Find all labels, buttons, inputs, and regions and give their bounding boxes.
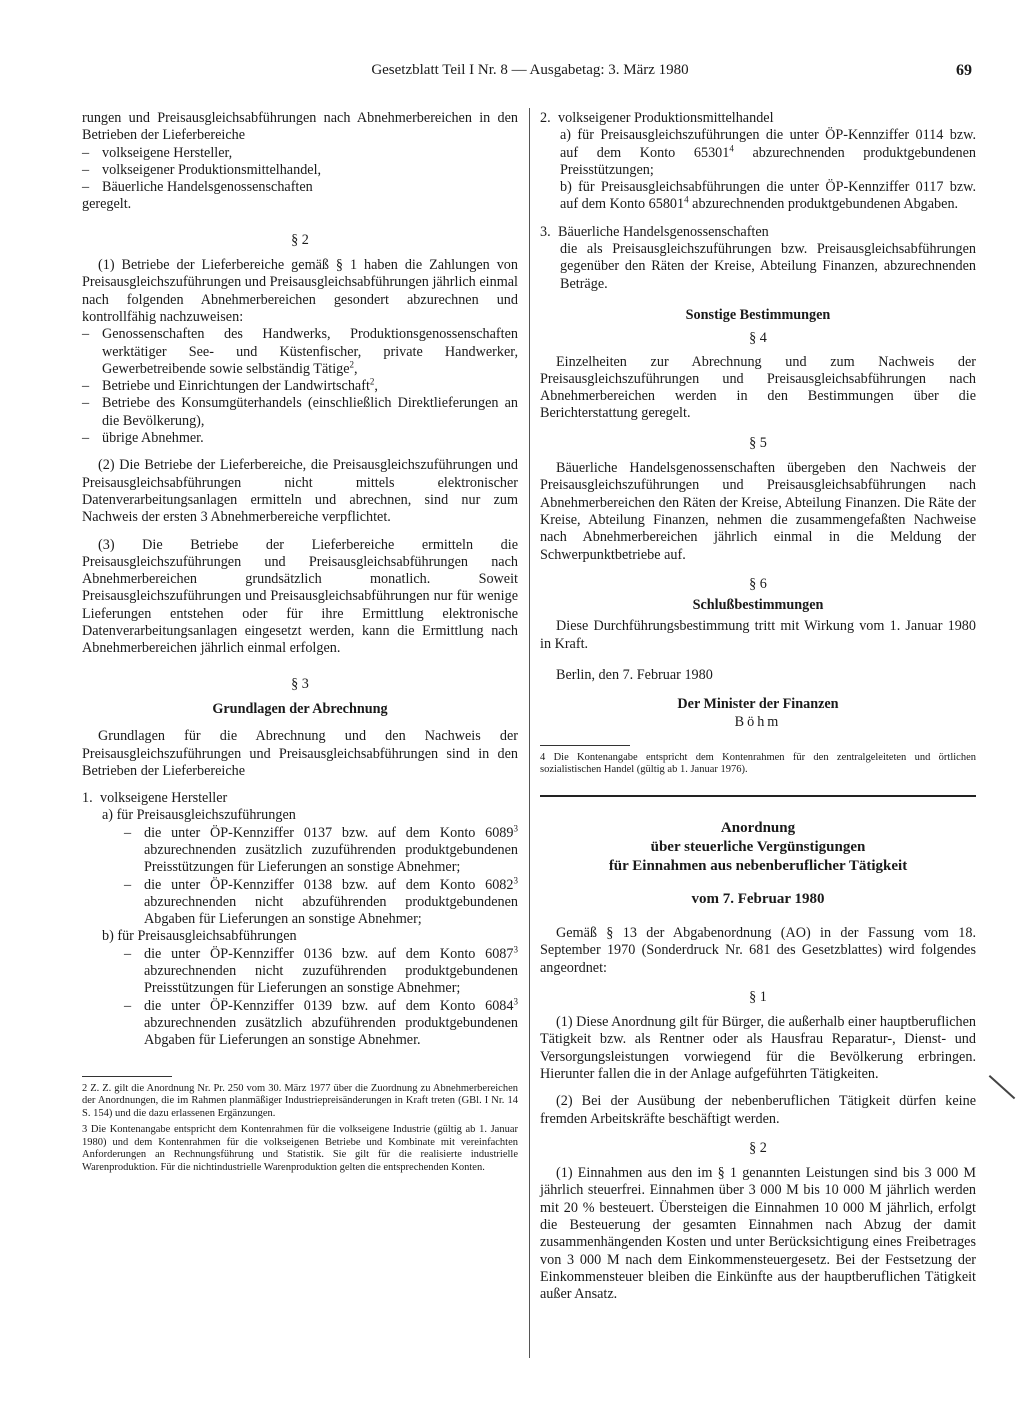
section-heading: § 2 (749, 1139, 767, 1156)
paragraph: Einzelheiten zur Abrechnung und zum Nachweis der Preisausgleichszuführungen und Preisausgleichsabführungen nach Abnehmerbereichen werden in den Bestimmungen über die Berichterstattung geregelt. (540, 353, 976, 422)
sub-item: – die unter ÖP-Kennziffer 0139 bzw. auf dem Konto 6084$^3$ abzurechnenden zusätzlich abzuführenden produktgebundenen Abgaben für Lieferungen an sonstige Abnehmer. (124, 995, 518, 1049)
sub-item: a) für Preisausgleichszuführungen die unter ÖP-Kennziffer 0114 bzw. auf dem Konto 65301$^4$ abzurechnenden produktgebundenen Preisstützungen; (560, 127, 976, 178)
sub-item: b) für Preisausgleichsabführungen die unter ÖP-Kennziffer 0117 bzw. auf dem Konto 65801$^4$ abzurechnenden produktgebundenen Abgaben. (560, 179, 976, 213)
paragraph: (3) Die Betriebe der Lieferbereiche ermitteln die Preisausgleichszuführungen und Preisausgleichsabführungen nach Abnehmerbereichen grundsätzlich monatlich. Soweit Preisausgleichszuführungen und Preisausgleichsabführungen nur für wenige Lieferungen entstehen oder für ihre Ermittlung elektronische Datenverarbeitungsanlagen eingesetzt werden, kann die Ermittlung nach Abnehmerbereichen jährlich einmal erfolgen. (82, 536, 518, 657)
paragraph: (2) Die Betriebe der Lieferbereiche, die Preisausgleichszuführungen und Preisausgleichsabführungen nicht mittels elektronischer Datenverarbeitungsanlagen ermitteln und abrechnen, sind nur zum Nachweis der ersten 3 Abnehmerbereiche verpflichtet. (82, 457, 518, 526)
intro-item: – volkseigene Hersteller, (82, 144, 233, 161)
paragraph: Gemäß § 13 der Abgabenordnung (AO) in der Fassung vom 18. September 1970 (Sonderdruck Nr. 681 des Gesetzblattes) wird folgendes angeordnet: (540, 924, 976, 976)
section-heading: § 3 (291, 675, 309, 692)
section-title: Grundlagen der Abrechnung (212, 700, 388, 717)
numbered-item: 3. Bäuerliche Handelsgenossenschaften (540, 223, 769, 240)
footnote: 4 Die Kontenangabe entspricht dem Kontenrahmen für den zentralgeleiteten und örtlichen sozialistischen Handel (gültig ab 1. Januar 1976). (540, 751, 976, 776)
right-column (540, 110, 976, 1304)
intro-item: – Bäuerliche Handelsgenossenschaften (82, 179, 313, 196)
decree-title: für Einnahmen aus nebenberuflicher Tätigkeit (608, 857, 908, 874)
decree-title: Anordnung (720, 819, 796, 836)
list-item: – übrige Abnehmer. (82, 430, 204, 447)
section-heading: § 6 (749, 575, 767, 592)
sub-text: die als Preisausgleichszuführungen bzw. Preisausgleichsabführungen gegenüber den Räten der Kreise, Abteilung Finanzen, abzurechnenden Beträge. (560, 241, 976, 292)
list-item: – Betriebe und Einrichtungen der Landwirtschaft$^2$, (82, 376, 378, 395)
paragraph: (1) Betriebe der Lieferbereiche gemäß § 1 haben die Zahlungen von Preisausgleichszuführungen und Preisausgleichsabführungen jährlich einmal nach folgenden Abnehmerbereichen gesondert abzurechnen und kontrollfähig nachzuweisen: (82, 257, 518, 325)
sub-label: a) für Preisausgleichszuführungen (102, 807, 296, 824)
page-number: 69 (956, 62, 972, 79)
place-date: Berlin, den 7. Februar 1980 (556, 667, 713, 684)
intro-end: geregelt. (82, 196, 132, 213)
paragraph: Bäuerliche Handelsgenossenschaften übergeben den Nachweis der Preisausgleichszuführungen und Preisausgleichsabführungen nach Abnehmerbereichen den Räten der Kreise, Abteilung Finanzen. Die Räte der Kreise, Abteilung Finanzen, nehmen die zusammengefaßten Nachweise nach Abnehmerbereichen jährlich einmal in die Meldung der Schwerpunktbetriebe auf. (540, 460, 976, 563)
paragraph: (1) Einnahmen aus den im § 1 genannten Leistungen sind bis 3 000 M jährlich steuerfrei. Einnahmen über 3 000 M bis 10 000 M jährlich werden mit 20 % besteuert. Übersteigen die Einnahmen 10 000 M jährlich, erfolgt die Besteuerung der gesamten Einnahmen nach Abzug der damit zusammenhängenden Kosten und unter Berücksichtigung eines Freibetrages von 3 000 M nach dem Einkommensteuergesetz. Bei der Festsetzung der Einkommensteuer bleiben die Einkünfte aus der hauptberuflichen Tätigkeit außer Ansatz. (540, 1165, 976, 1303)
list-item: – Betriebe des Konsumgüterhandels (einschließlich Direktlieferungen an die Bevölkerung), (82, 395, 518, 429)
running-header: Gesetzblatt Teil I Nr. 8 — Ausgabetag: 3. März 1980 (371, 62, 689, 78)
section-heading: § 2 (291, 231, 309, 248)
column-divider (529, 108, 530, 1358)
sub-item: – die unter ÖP-Kennziffer 0136 bzw. auf dem Konto 6087$^3$ abzurechnenden nicht zuzuführenden produktgebundenen Preisstützungen für Lieferungen an sonstige Abnehmer; (124, 944, 518, 997)
sub-item: – die unter ÖP-Kennziffer 0138 bzw. auf dem Konto 6082$^3$ abzurechnenden nicht abzuführenden produktgebundenen Abgaben für Lieferungen an sonstige Abnehmer; (124, 874, 518, 928)
left-column (82, 110, 518, 1174)
signature-title: Der Minister der Finanzen (677, 696, 839, 713)
paragraph: Grundlagen für die Abrechnung und den Nachweis der Preisausgleichszuführungen und Preisausgleichsabführungen sind in den Betrieben der Lieferbereiche (82, 728, 518, 779)
margin-mark (989, 1075, 1016, 1099)
section-heading: § 4 (749, 330, 767, 347)
section-separator (540, 795, 976, 797)
paragraph: (1) Diese Anordnung gilt für Bürger, die außerhalb einer hauptberuflichen Tätigkeit bzw. als Rentner oder als Hausfrau Reparatur-, Dienst- und Versorgungsleistungen vorwiegend für die Bevölkerung erbringen. Hierunter fallen die in der Anlage aufgeführten Tätigkeiten. (540, 1014, 976, 1082)
decree-title: über steuerliche Vergünstigungen (650, 838, 866, 855)
paragraph: Diese Durchführungsbestimmung tritt mit Wirkung vom 1. Januar 1980 in Kraft. (540, 618, 976, 652)
sub-item: – die unter ÖP-Kennziffer 0137 bzw. auf dem Konto 6089$^3$ abzurechnenden zusätzlich zuzuführenden produktgebundenen Preisstützungen für Lieferungen an sonstige Abnehmer; (124, 822, 518, 876)
list-item: – Genossenschaften des Handwerks, Produktionsgenossenschaften werktätiger See- und Küstenfischer, private Handwerker, Gewerbetreibende sowie selbständig Tätige$^2$, (82, 326, 518, 377)
decree-date: vom 7. Februar 1980 (691, 890, 825, 907)
footnote-rule (82, 1076, 172, 1077)
footnote: 3 Die Kontenangabe entspricht dem Kontenrahmen für die volkseigene Industrie (gültig ab 1. Januar 1980) und dem Kontenrahmen für die volkseigenen Betriebe und Kombinate mit vereinfachten Anforderungen an Rechnungsführung und Statistik. Sie gilt für die realisierte industrielle Warenproduktion. Für die nichtindustrielle Warenproduktion gelten die entsprechenden Konten. (82, 1124, 518, 1173)
footnote: 2 Z. Z. gilt die Anordnung Nr. Pr. 250 vom 30. März 1977 über die Zuordnung zu Abnehmerbereichen der Anordnungen, die im Rahmen planmäßiger Industriepreisänderungen in Kraft treten (GBl. I Nr. 14 S. 154) und die dazu erlassenen Ergänzungen. (82, 1082, 518, 1119)
footnote-rule (540, 745, 630, 746)
signature-name: Böhm (734, 713, 782, 730)
intro-text: rungen und Preisausgleichsabführungen nach Abnehmerbereichen in den Betrieben der Lieferbereiche (82, 110, 518, 144)
section-title: Sonstige Bestimmungen (685, 306, 831, 323)
numbered-item: 2. volkseigener Produktionsmittelhandel (540, 110, 774, 126)
numbered-item: 1. volkseigene Hersteller (82, 790, 228, 807)
section-title: Schlußbestimmungen (692, 597, 824, 614)
paragraph: (2) Bei der Ausübung der nebenberuflichen Tätigkeit dürfen keine fremden Arbeitskräfte beschäftigt werden. (540, 1093, 976, 1127)
section-heading: § 5 (749, 434, 767, 451)
intro-item: – volkseigener Produktionsmittelhandel, (82, 161, 322, 178)
section-heading: § 1 (749, 988, 767, 1005)
sub-label: b) für Preisausgleichsabführungen (102, 928, 297, 945)
